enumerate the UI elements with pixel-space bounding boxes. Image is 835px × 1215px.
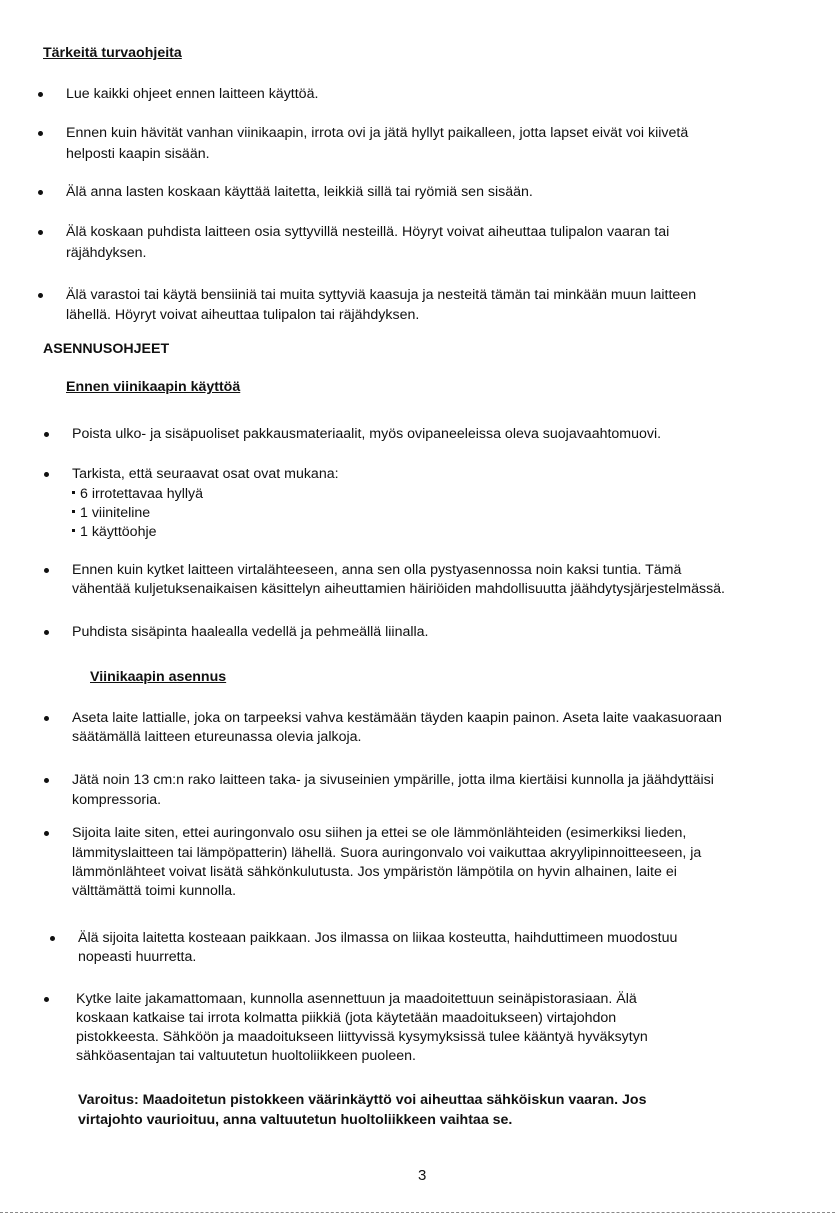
bullet [38, 293, 43, 298]
install-item-3-line-3: lämmönlähteet voivat lisätä sähkönkulutusta. Jos ympäristön lämpötila on hyvin alhainen, laite ei [72, 864, 677, 880]
bullet [38, 230, 43, 235]
install-item-4-line-2: nopeasti huurretta. [78, 949, 197, 965]
install-item-3-line-4: välttämättä toimi kunnolla. [72, 883, 237, 899]
bullet [44, 472, 49, 477]
bullet [38, 131, 43, 136]
install-item-2-line-2: kompressoria. [72, 792, 162, 808]
check-item: 6 irrotettavaa hyllyä [72, 485, 203, 503]
install-item-5-line-2: koskaan katkaise tai irrota kolmatta piikkiä (jota käytetään maadoitukseen) virtajohdon [76, 1010, 617, 1026]
check-parts-intro: Tarkista, että seuraavat osat ovat mukana: [72, 466, 339, 482]
page-number: 3 [418, 1167, 427, 1184]
before-use-heading: Ennen viinikaapin käyttöä [66, 379, 241, 395]
install-item-4-line-1: Älä sijoita laitetta kosteaan paikkaan. Jos ilmassa on liikaa kosteutta, haihduttimeen muodostuu [78, 930, 678, 946]
safety-item-2-line-2: helposti kaapin sisään. [66, 146, 210, 162]
bullet [38, 190, 43, 195]
upright-line-1: Ennen kuin kytket laitteen virtalähteeseen, anna sen olla pystyasennossa noin kaksi tuntia. Tämä [72, 562, 682, 578]
install-heading: ASENNUSOHJEET [43, 341, 170, 357]
bullet [44, 716, 49, 721]
install-item-3-line-1: Sijoita laite siten, ettei auringonvalo osu siihen ja ettei se ole lämmönlähteiden (esimerkiksi lieden, [72, 825, 687, 841]
warning-line-2: virtajohto vaurioituu, anna valtuutetun huoltoliikkeen vaihtaa se. [78, 1112, 513, 1128]
check-item: 1 viiniteline [72, 504, 150, 522]
safety-item-2-line-1: Ennen kuin hävität vanhan viinikaapin, irrota ovi ja jätä hyllyt paikalleen, jotta lapset eivät voi kiivetä [66, 125, 689, 141]
installation-heading: Viinikaapin asennus [90, 669, 227, 685]
bullet [44, 778, 49, 783]
square-bullet-icon [72, 529, 75, 532]
page-bottom-divider [0, 1212, 835, 1213]
safety-item-4-line-1: Älä koskaan puhdista laitteen osia syttyvillä nesteillä. Höyryt voivat aiheuttaa tulipalon vaaran tai [66, 224, 670, 240]
warning-line-1: Varoitus: Maadoitetun pistokkeen väärinkäyttö voi aiheuttaa sähköiskun vaaran. Jos [78, 1092, 647, 1108]
install-item-1-line-1: Aseta laite lattialle, joka on tarpeeksi vahva kestämään täyden kaapin painon. Aseta laite vaakasuoraan [72, 710, 722, 726]
install-item-3-line-2: lämmityslaitteen tai lämpöpatterin) lähellä. Suora auringonvalo voi vaikuttaa akryylipinnoitteeseen, ja [72, 845, 702, 861]
install-item-5-line-3: pistokkeesta. Sähköön ja maadoitukseen liittyvissä kysymyksissä tulee kääntyä hyväksytyn [76, 1029, 648, 1045]
square-bullet-icon [72, 491, 75, 494]
safety-item-5-line-2: lähellä. Höyryt voivat aiheuttaa tulipalon tai räjähdyksen. [66, 307, 420, 323]
square-bullet-icon [72, 510, 75, 513]
check-item: 1 käyttöohje [72, 523, 157, 541]
bullet [38, 92, 43, 97]
install-item-1-line-2: säätämällä laitteen etureunassa olevia jalkoja. [72, 729, 362, 745]
safety-item-3-line-1: Älä anna lasten koskaan käyttää laitetta, leikkiä sillä tai ryömiä sen sisään. [66, 184, 533, 200]
upright-line-2: vähentää kuljetuksenaikaisen käsittelyn aiheuttamien häiriöiden mahdollisuutta jäähdytysjärjestelmässä. [72, 581, 725, 597]
safety-item-4-line-2: räjähdyksen. [66, 245, 147, 261]
clean-text: Puhdista sisäpinta haalealla vedellä ja pehmeällä liinalla. [72, 624, 429, 640]
safety-item-5-line-1: Älä varastoi tai käytä bensiiniä tai muita syttyviä kaasuja ja nesteitä tämän tai minkään muun laitteen [66, 287, 697, 303]
install-item-5-line-1: Kytke laite jakamattomaan, kunnolla asennettuun ja maadoitettuun seinäpistorasiaan. Älä [76, 991, 637, 1007]
safety-item-1-line-1: Lue kaikki ohjeet ennen laitteen käyttöä. [66, 86, 319, 102]
bullet [44, 997, 49, 1002]
bullet [44, 831, 49, 836]
bullet [44, 630, 49, 635]
install-item-5-line-4: sähköasentajan tai valtuutetun huoltoliikkeen puoleen. [76, 1048, 416, 1064]
bullet [44, 568, 49, 573]
install-item-2-line-1: Jätä noin 13 cm:n rako laitteen taka- ja sivuseinien ympärille, jotta ilma kiertäisi kunnolla ja jäähdyttäisi [72, 772, 714, 788]
bullet [50, 936, 55, 941]
safety-heading: Tärkeitä turvaohjeita [43, 45, 182, 61]
remove-packaging-text: Poista ulko- ja sisäpuoliset pakkausmateriaalit, myös ovipaneeleissa oleva suojavaahtomuovi. [72, 426, 662, 442]
bullet [44, 432, 49, 437]
